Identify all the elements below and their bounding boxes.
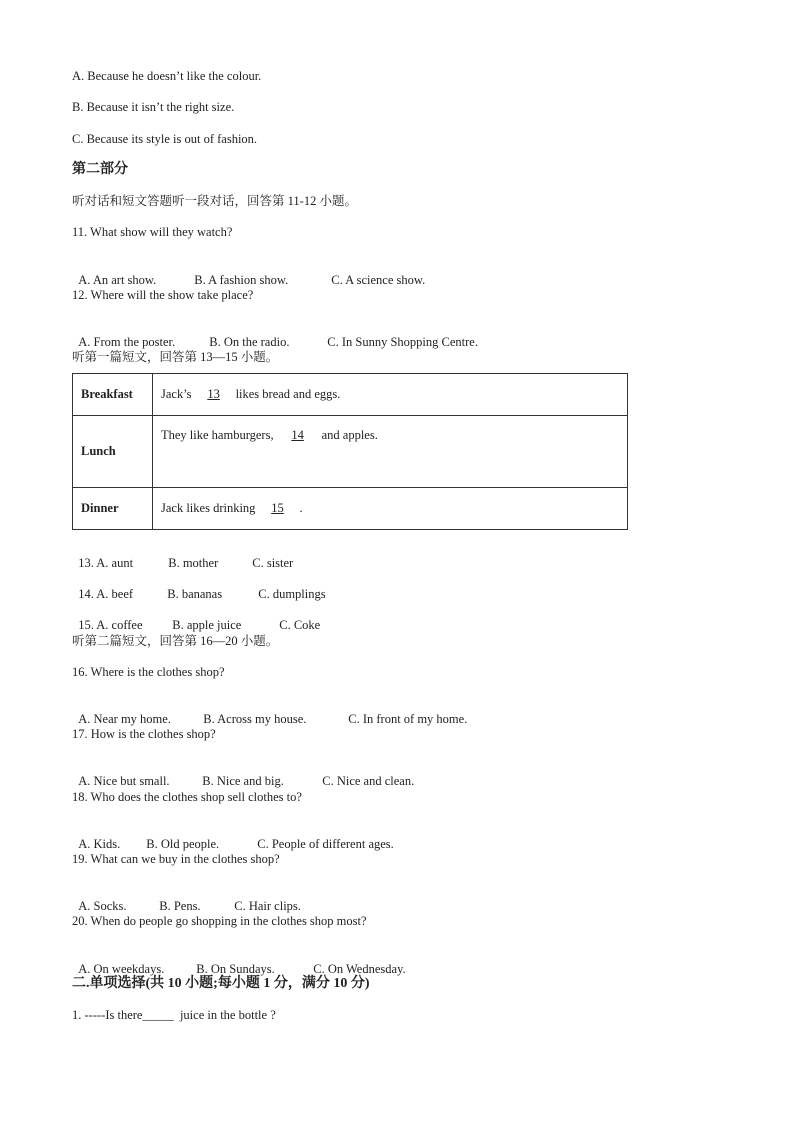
question-19-options [72, 882, 301, 914]
q18-option-a: A. Kids. [78, 837, 121, 851]
row-text-post: . [299, 501, 303, 515]
q11-option-a: A. An art show. [78, 273, 157, 287]
q17-option-a: A. Nice but small. [78, 774, 170, 788]
row-content [153, 416, 628, 488]
question-12-stem: 12. Where will the show take place? [72, 288, 254, 302]
blank-14: 14 [291, 428, 304, 442]
q14-option-c: C. dumplings [258, 587, 326, 601]
q12-option-c: C. In Sunny Shopping Centre. [327, 335, 478, 349]
question-13-options [72, 539, 293, 571]
table-row [73, 416, 628, 488]
row-label-lunch: Lunch [73, 416, 153, 488]
row-text-pre: They like hamburgers, [161, 428, 274, 442]
q11-option-c: C. A science show. [331, 273, 426, 287]
row-text-post: likes bread and eggs. [235, 387, 341, 401]
row-text-pre: Jack’s [161, 387, 192, 401]
q17-option-b: B. Nice and big. [202, 774, 284, 788]
row-text-pre: Jack likes drinking [161, 501, 256, 515]
part2-title: 第二部分 [72, 162, 128, 177]
q16-option-b: B. Across my house. [203, 712, 307, 726]
q15-option-a: A. coffee [96, 618, 143, 632]
q19-option-c: C. Hair clips. [234, 899, 301, 913]
question-15-options [72, 601, 320, 633]
q17-option-c: C. Nice and clean. [322, 774, 415, 788]
question-18-options [72, 820, 394, 852]
q14-option-a: A. beef [96, 587, 134, 601]
question-17-options [72, 757, 414, 789]
row-label-breakfast: Breakfast [73, 374, 153, 416]
q18-option-c: C. People of different ages. [257, 837, 394, 851]
q15-number: 15. [78, 618, 94, 632]
q11-option-b: B. A fashion show. [194, 273, 289, 287]
q20-option-c: C. On Wednesday. [313, 962, 406, 976]
question-16-options [72, 695, 467, 727]
passage1-instruction: 听第一篇短文，回答第 13—15 小题。 [72, 350, 279, 364]
q12-option-b: B. On the radio. [209, 335, 290, 349]
row-text-post: and apples. [321, 428, 378, 442]
part2-instruction: 听对话和短文答题听一段对话，回答第 11-12 小题。 [72, 194, 357, 208]
q13-option-a: A. aunt [96, 556, 134, 570]
question-20-stem: 20. When do people go shopping in the clothes shop most? [72, 914, 367, 928]
table-row [73, 488, 628, 530]
q13-option-c: C. sister [252, 556, 294, 570]
option-b-text: B. Because it isn’t the right size. [72, 100, 235, 114]
q20-option-a: A. On weekdays. [78, 962, 165, 976]
q14-number: 14. [78, 587, 94, 601]
section2-title: 二.单项选择(共 10 小题;每小题 1 分，满分 10 分) [72, 976, 370, 991]
q12-option-a: A. From the poster. [78, 335, 176, 349]
passage2-instruction: 听第二篇短文，回答第 16—20 小题。 [72, 634, 279, 648]
question-19-stem: 19. What can we buy in the clothes shop? [72, 852, 280, 866]
question-11-stem: 11. What show will they watch? [72, 225, 233, 239]
row-content [153, 374, 628, 416]
question-18-stem: 18. Who does the clothes shop sell clothes to? [72, 790, 302, 804]
question-12-options [72, 318, 478, 350]
q20-option-b: B. On Sundays. [196, 962, 275, 976]
q13-number: 13. [78, 556, 94, 570]
q19-option-b: B. Pens. [159, 899, 201, 913]
option-c-text: C. Because its style is out of fashion. [72, 132, 258, 146]
question-17-stem: 17. How is the clothes shop? [72, 727, 216, 741]
fill-in-table [72, 373, 628, 530]
q13-option-b: B. mother [168, 556, 219, 570]
blank-15: 15 [271, 501, 284, 515]
question-20-options [72, 945, 406, 977]
q18-option-b: B. Old people. [146, 837, 220, 851]
q19-option-a: A. Socks. [78, 899, 127, 913]
row-content [153, 488, 628, 530]
question-1-stem: 1. -----Is there_____ juice in the bottle ? [72, 1008, 276, 1022]
row-label-dinner: Dinner [73, 488, 153, 530]
blank-13: 13 [207, 387, 220, 401]
q16-option-a: A. Near my home. [78, 712, 171, 726]
question-16-stem: 16. Where is the clothes shop? [72, 665, 225, 679]
q16-option-c: C. In front of my home. [348, 712, 468, 726]
option-a-text: A. Because he doesn’t like the colour. [72, 69, 262, 83]
question-14-options [72, 570, 326, 602]
table-row [73, 374, 628, 416]
question-11-options [72, 256, 425, 288]
q15-option-c: C. Coke [279, 618, 321, 632]
q15-option-b: B. apple juice [172, 618, 242, 632]
q14-option-b: B. bananas [167, 587, 223, 601]
